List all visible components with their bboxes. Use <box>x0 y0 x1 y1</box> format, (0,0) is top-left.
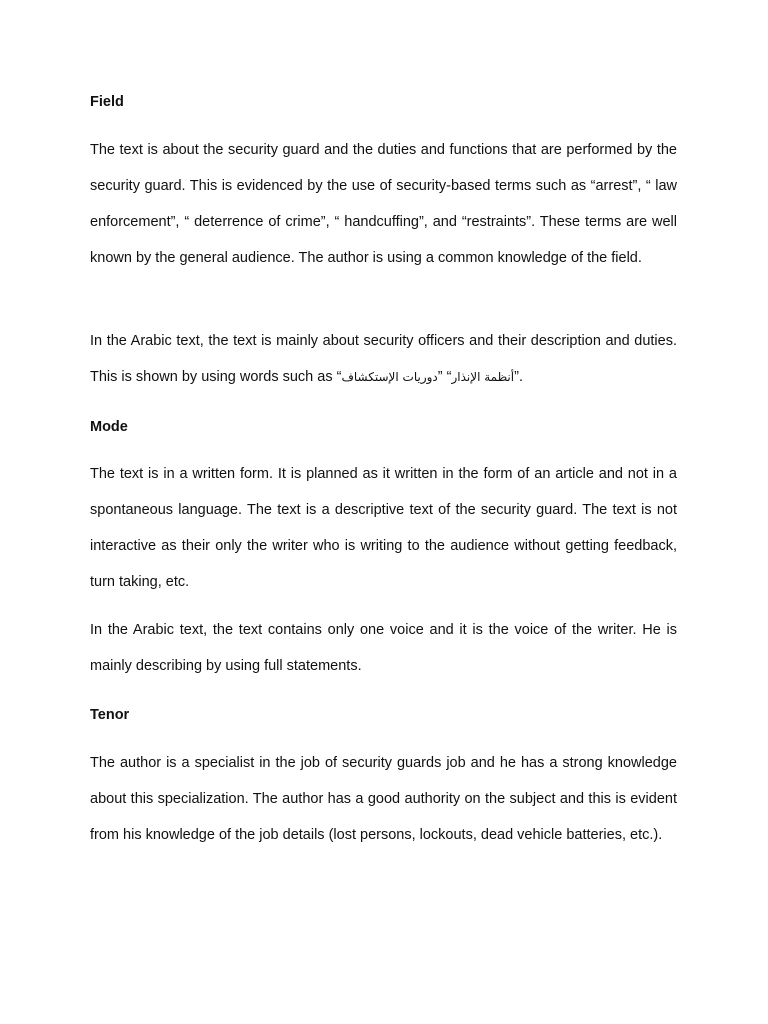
tenor-paragraph-1: The author is a specialist in the job of security guards job and he has a strong knowledge about this specialization. The author has a good authority on the subject and this is evident from his knowledge of the job details (lost persons, lockouts, dead vehicle batteries, etc.). <box>90 755 677 843</box>
field-paragraph-1: The text is about the security guard and the duties and functions that are performed by the security guard. This is evidenced by the use of security-based terms such as “arrest”, “ law enforcement”, “ deterrence of crime”, “ handcuffing”, and “restraints”. These terms are well known by the general audience. The author is using a common knowledge of the field. <box>90 142 677 266</box>
mode-paragraph-1: The text is in a written form. It is planned as it written in the form of an article and not in a spontaneous language. The text is a descriptive text of the security guard. The text is not interactive as their only the writer who is writing to the audience without getting feedback, turn taking, etc. <box>90 466 677 590</box>
arabic-term-1: دوريات الإستكشاف <box>341 370 438 384</box>
mode-heading: Mode <box>90 419 128 435</box>
field-heading: Field <box>90 94 124 110</box>
arabic-term-2: أنظمة الإنذار <box>451 370 515 384</box>
tenor-heading: Tenor <box>90 707 130 723</box>
field-paragraph-2-text-middle: ” “ <box>437 369 452 385</box>
field-paragraph-2-text-after: ”. <box>514 369 523 385</box>
mode-paragraph-2: In the Arabic text, the text contains only one voice and it is the voice of the writer. He is mainly describing by using full statements. <box>90 622 677 674</box>
field-paragraph-2-text-before: In the Arabic text, the text is mainly about security officers and their description and duties. This is shown by using words such as “ <box>90 333 677 385</box>
field-paragraph-2 <box>90 323 677 395</box>
